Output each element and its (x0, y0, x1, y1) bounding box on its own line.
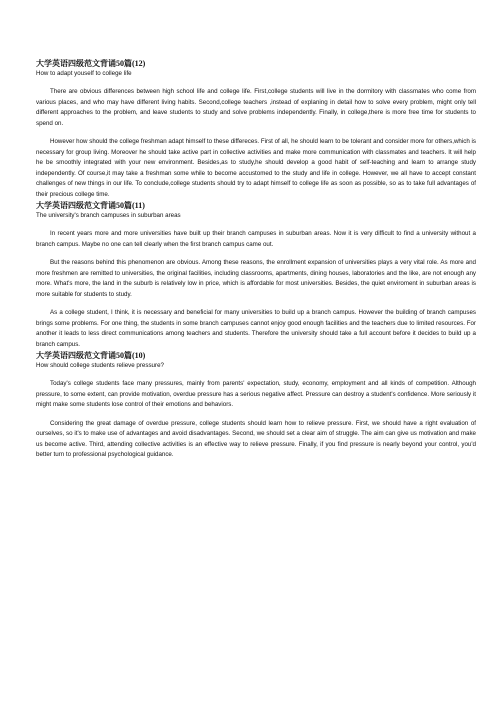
essay-subtitle: How should college students relieve pressure? (36, 362, 164, 369)
document-page (36, 58, 476, 461)
essay-subtitle: The university's branch campuses in suburban areas (36, 212, 181, 219)
paragraph: But the reasons behind this phenomenon are obvious. Among these reasons, the enrollment expansion of universities plays a very vital role. As more and more freshmen are remitted to universities, the original facilities, including classrooms, apartments, dining houses, laboratories and the like, are not enough any more. What's more, the land in the suburb is relatively low in price, which is affordable for most universities. Besides, the quiet enviroment in suburban areas is more suitable for students to study. (36, 259, 476, 298)
paragraph: As a college student, I think, it is necessary and beneficial for many universities to build up a branch campus. However the building of branch campuses brings some problems. For one thing, the students in some branch campuses cannot enjoy good enough facilities and the teachers due to limited resources. For another it leads to less direct communications among teachers and students. Therefore the university should take a full account before it decides to build up a branch campus. (36, 309, 476, 348)
essay-section-11 (36, 200, 476, 350)
essay-section-12 (36, 58, 476, 200)
paragraph: In recent years more and more universities have built up their branch campuses in suburban areas. Now it is very difficult to find a university without a branch campus. Maybe no one can tell clearly when the first branch campus came out. (36, 230, 476, 248)
essay-heading: 大学英语四级范文背诵50篇(12) (36, 59, 146, 68)
paragraph: There are obvious differences between high school life and college life. First,college students will live in the dormitory with classmates who come from various places, and who may have different living habits. Second,college teachers ,instead of explaning in detail how to solve every problem, might only tell different approaches to the problem, and leave students to study and solve problems independently. Finally, in college,there is more free time for students to spend on. (36, 88, 476, 127)
essay-subtitle: How to adapt youself to college life (36, 70, 132, 77)
paragraph: However how should the college freshman adapt himself to these differeces. First of all, he should learn to be tolerant and consider more for others,which is necessary for group living. Moreover he should take active part in collective activities and make more communication with classmates and teachers. It will help he be smoothly integrated with your new environment. Besides,as to study,he should develop a good habit of self-teaching and learn to arrange study independently. Of course,it may take a freshman some while to become accustomed to the study and life in college. However, we all have to accept constant challenges of new things in our life. To conclude,college students should try to adapt himself to college life as soon as possible, so as to take full advantages of their precious college time. (36, 138, 476, 198)
essay-section-10 (36, 350, 476, 461)
essay-heading: 大学英语四级范文背诵50篇(10) (36, 351, 146, 360)
paragraph: Considering the great damage of overdue pressure, college students should learn how to relieve pressure. First, we should have a right evaluation of ourselves, so it's to make use of advantages and avoid disadvantages. Second, we should set a clear aim of struggle. The aim can give us motivation and make us become active. Third, attending collective activities is an effective way to relieve pressure. Finally, if you find pressure is nearly beyond your control, you'd better turn to professional psychological guidance. (36, 419, 476, 458)
paragraph: Today's college students face many pressures, mainly from parents' expectation, study, economy, employment and all kinds of competition. Although pressure, to some extent, can provide motivation, overdue pressure has a serious negative affect. Pressure can destroy a student's confidence. More seriously it might make some students lose control of their emotions and behaviors. (36, 380, 476, 408)
essay-heading: 大学英语四级范文背诵50篇(11) (36, 201, 145, 210)
